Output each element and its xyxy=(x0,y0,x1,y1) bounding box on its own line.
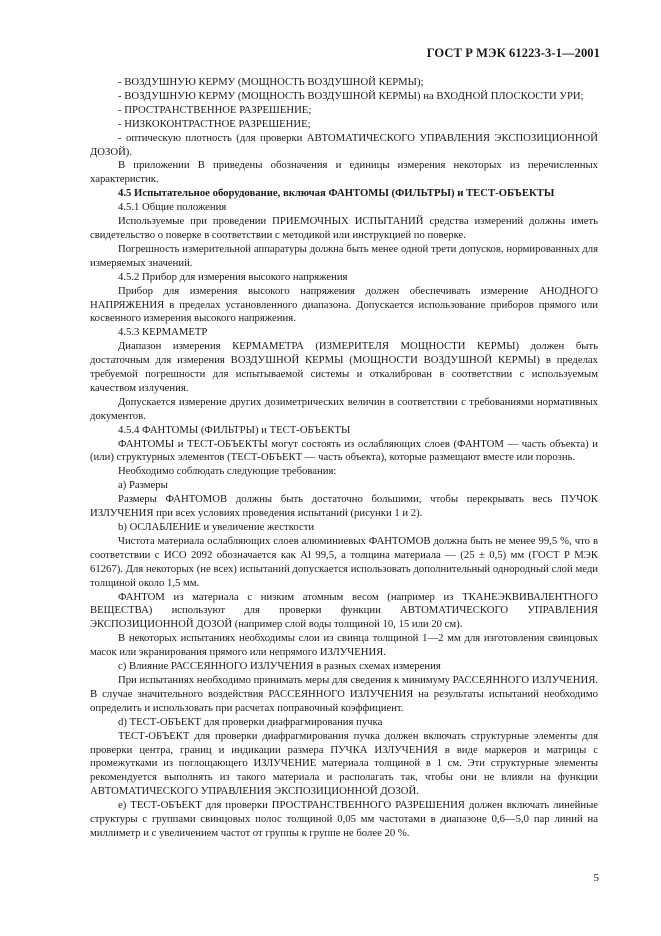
paragraph: - ПРОСТРАНСТВЕННОЕ РАЗРЕШЕНИЕ; xyxy=(118,103,312,116)
paragraph: Размеры ФАНТОМОВ должны быть достаточно большими, чтобы перекрывать весь ПУЧОК ИЗЛУЧЕНИЯ при всех условиях проведения испытаний (рисунки 1 и 2). xyxy=(90,493,598,520)
paragraph: 4.5.1 Общие положения xyxy=(118,201,227,214)
paragraph: При испытаниях необходимо принимать меры для сведения к минимуму РАССЕЯННОГО ИЗЛУЧЕНИЯ. В случае значительного воздействия РАССЕЯННОГО ИЗЛУЧЕНИЯ на результаты испытаний необходимо определить и использовать при расчетах поправочный коэффициент. xyxy=(90,673,598,714)
paragraph: 4.5 Испытательное оборудование, включая ФАНТОМЫ (ФИЛЬТРЫ) и ТЕСТ-ОБЪЕКТЫ xyxy=(118,187,555,200)
paragraph: Необходимо соблюдать следующие требования: xyxy=(118,465,337,478)
paragraph: Погрешность измерительной аппаратуры должна быть менее одной трети допусков, нормированных для измеряемых значений. xyxy=(90,242,598,269)
paragraph: Используемые при проведении ПРИЕМОЧНЫХ ИСПЫТАНИЙ средства измерений должны иметь свидетельство о поверке в соответствии с методикой или инструкцией по поверке. xyxy=(90,215,598,241)
paragraph: В приложении В приведены обозначения и единицы измерения некоторых из перечисленных характеристик. xyxy=(90,159,598,186)
paragraph: Прибор для измерения высокого напряжения должен обеспечивать измерение АНОДНОГО НАПРЯЖЕНИЯ в пределах установленного диапазона. Допускается использование приборов прямого или косвенного измерения высокого напряжения. xyxy=(90,284,598,325)
paragraph: c) Влияние РАССЕЯННОГО ИЗЛУЧЕНИЯ в разных схемах измерения xyxy=(118,660,441,673)
body-text xyxy=(90,76,598,841)
paragraph: 4.5.4 ФАНТОМЫ (ФИЛЬТРЫ) и ТЕСТ-ОБЪЕКТЫ xyxy=(118,423,351,436)
paragraph: а) Размеры xyxy=(118,479,168,492)
paragraph: 4.5.2 Прибор для измерения высокого напряжения xyxy=(118,270,348,283)
paragraph: d) ТЕСТ-ОБЪЕКТ для проверки диафрагмирования пучка xyxy=(118,715,383,728)
paragraph: ФАНТОМ из материала с низким атомным весом (например из ТКАНЕЭКВИВАЛЕНТНОГО ВЕЩЕСТВА) используют для проверки функции АВТОМАТИЧЕСКОГО УПРАВЛЕНИЯ ЭКСПОЗИЦИОННОЙ ДОЗОЙ (например слой воды толщиной 10, 15 или 20 см). xyxy=(90,590,598,631)
page-number: 5 xyxy=(593,872,599,884)
paragraph: - оптическую плотность (для проверки АВТОМАТИЧЕСКОГО УПРАВЛЕНИЯ ЭКСПОЗИЦИОННОЙ ДОЗОЙ). xyxy=(90,131,598,158)
paragraph: - НИЗКОКОНТРАСТНОЕ РАЗРЕШЕНИЕ; xyxy=(118,117,311,130)
paragraph: Допускается измерение других дозиметрических величин в соответствии с требованиями нормативных документов. xyxy=(90,395,598,422)
paragraph: ТЕСТ-ОБЪЕКТ для проверки диафрагмирования пучка должен включать структурные элементы для проверки центра, границ и индикации размера ПУЧКА ИЗЛУЧЕНИЯ в виде маркеров и матрицы с промежутками из поглощающего ИЗЛУЧЕНИЕ материала толщиной в 1 см. Эти структурные элементы рекомендуется выполнять из такого материала и располагать так, чтобы они не влияли на функции АВТОМАТИЧЕСКОГО УПРАВЛЕНИЯ ЭКСПОЗИЦИОННОЙ ДОЗОЙ. xyxy=(90,729,598,798)
paragraph: b) ОСЛАБЛЕНИЕ и увеличение жесткости xyxy=(118,521,315,533)
paragraph: - ВОЗДУШНУЮ КЕРМУ (МОЩНОСТЬ ВОЗДУШНОЙ КЕРМЫ); xyxy=(118,76,424,88)
paragraph: Диапазон измерения КЕРМАМЕТРА (ИЗМЕРИТЕЛЯ МОЩНОСТИ КЕРМЫ) должен быть достаточным для измерения ВОЗДУШНОЙ КЕРМЫ (МОЩНОСТИ ВОЗДУШНОЙ КЕРМЫ) в пределах требуемой погрешности для испытываемой системы и откалиброван в соответствии с используемым качеством излучения. xyxy=(90,340,598,394)
paragraph: - ВОЗДУШНУЮ КЕРМУ (МОЩНОСТЬ ВОЗДУШНОЙ КЕРМЫ) на ВХОДНОЙ ПЛОСКОСТИ УРИ; xyxy=(118,89,584,102)
paragraph: ФАНТОМЫ и ТЕСТ-ОБЪЕКТЫ могут состоять из ослабляющих слоев (ФАНТОМ — часть объекта) и (или) структурных элементов (ТЕСТ-ОБЪЕКТ — часть объекта), которые размещают вместе или порознь. xyxy=(90,437,598,464)
page-header: ГОСТ Р МЭК 61223-3-1—2001 xyxy=(426,46,600,60)
paragraph: 4.5.3 КЕРМАМЕТР xyxy=(118,326,208,339)
paragraph: В некоторых испытаниях необходимы слои из свинца толщиной 1—2 мм для изготовления свинцовых масок или экранирования прямого или непрямого ИЗЛУЧЕНИЯ. xyxy=(90,632,598,659)
paragraph: e) ТЕСТ-ОБЪЕКТ для проверки ПРОСТРАНСТВЕННОГО РАЗРЕШЕНИЯ должен включать линейные структуры с группами свинцовых полос толщиной 0,05 мм частотами в диапазоне 0,6—5,0 пар линий на миллиметр и с увеличением частот от группы к группе не более 20 %. xyxy=(90,799,598,839)
paragraph: Чистота материала ослабляющих слоев алюминиевых ФАНТОМОВ должна быть не менее 99,5 %, что в соответствии с ИСО 2092 обозначается как Al 99,5, а толщина материала — (25 ± 0,5) мм (ГОСТ Р МЭК 61267). Для некоторых (не всех) испытаний допускается использовать дополнительный однородный слой меди толщиной около 1,5 мм. xyxy=(90,534,598,589)
